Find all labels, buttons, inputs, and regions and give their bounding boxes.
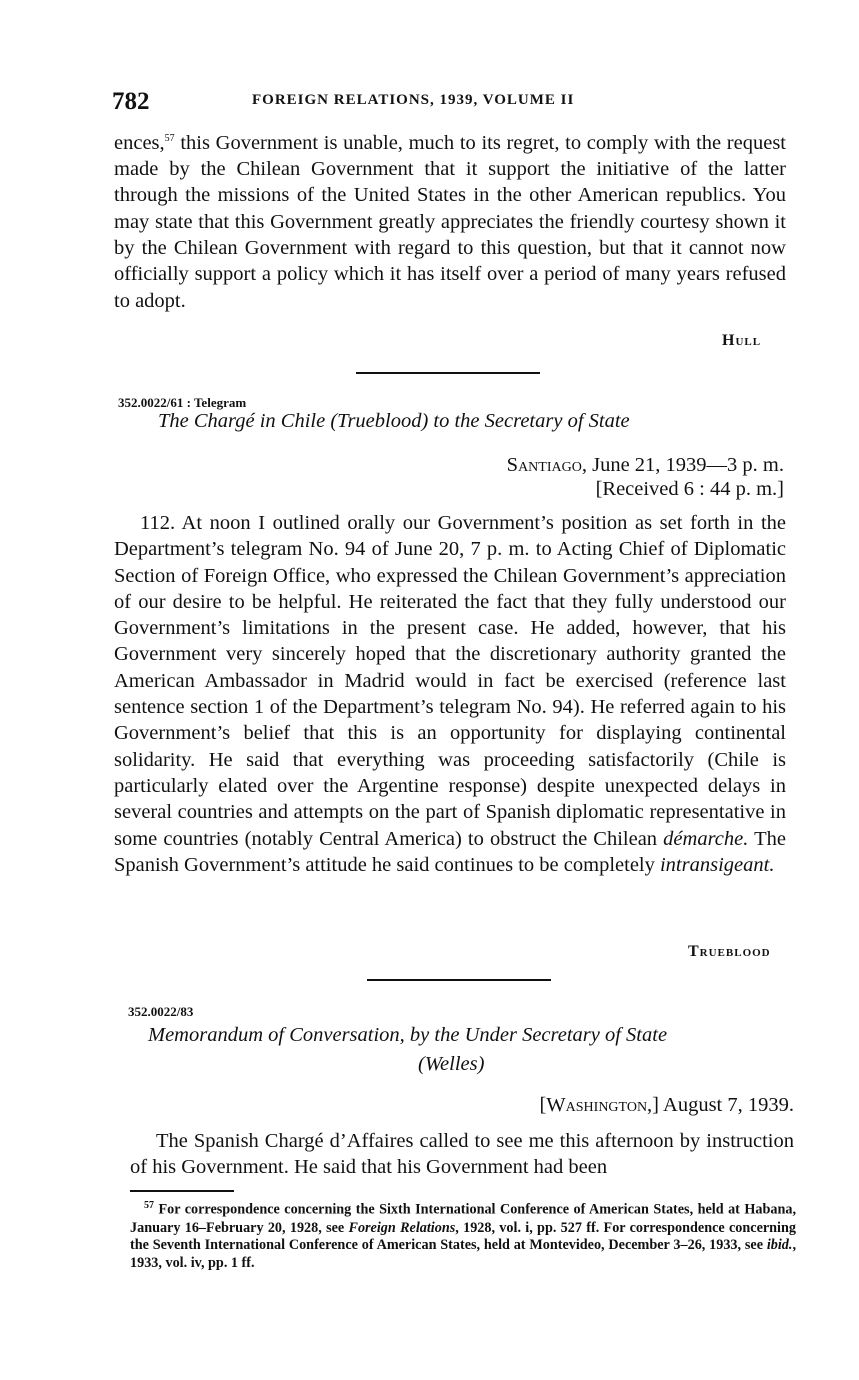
- memorandum-title-line1: Memorandum of Conversation, by the Under Secretary of State: [148, 1024, 668, 1046]
- signature-trueblood: Trueblood: [688, 943, 771, 960]
- signature-hull: Hull: [722, 332, 762, 349]
- telegram-title: The Chargé in Chile (Trueblood) to the Secretary of State: [158, 410, 630, 432]
- section-divider-2: [367, 979, 551, 981]
- memorandum-dateline: [300, 1094, 794, 1117]
- memorandum-place: [Washington,]: [539, 1094, 660, 1116]
- telegram-place: Santiago,: [506, 454, 587, 476]
- continuation-paragraph: ences,$^{57}$ this Government is unable, much to its regret, to comply with the request made by the Chilean Government that it support the initiative of the latter through the missions of the United States in the other American republics. You may state that this Government greatly appreciates the friendly courtesy shown it by the Chilean Government with regard to this question, but that it cannot now officially support a policy which it has itself over a period of many years refused to adopt.: [114, 131, 786, 312]
- footnote-reference: 57: [164, 133, 175, 144]
- memorandum-title-line2: (Welles): [418, 1053, 485, 1075]
- page-number: 782: [112, 88, 150, 115]
- memorandum-file-reference: 352.0022/83: [128, 1004, 194, 1019]
- section-divider: [356, 372, 540, 374]
- telegram-dateline: [300, 454, 784, 477]
- telegram-body: 112. At noon I outlined orally our Government’s position as set forth in the Department’s telegram No. 94 of June 20, 7 p. m. to Acting Chief of Diplomatic Section of Foreign Office, who expressed the Chilean Government’s appreciation of our desire to be helpful. He reiterated the fact that they fully understood our Government’s limitations in the present case. He added, however, that his Government very sincerely hoped that the discretionary authority granted the American Ambassador in Madrid would in fact be exercised (reference last sentence section 1 of the Department’s telegram No. 94). He referred again to his Government’s belief that this is an opportunity for displaying continental solidarity. He said that everything was proceeding satisfactorily (Chile is particularly elated over the Argentine response) despite unexpected delays in several countries and attempts on the part of Spanish diplomatic representative in some countries (notably Central America) to obstruct the Chilean démarche. The Spanish Government’s attitude he said continues to be completely intransigeant.: [114, 512, 786, 876]
- telegram-file-reference: 352.0022/61 : Telegram: [118, 395, 247, 410]
- page-header: [112, 88, 792, 118]
- telegram-date: June 21, 1939—3 p. m.: [586, 454, 784, 476]
- memorandum-body: The Spanish Chargé d’Affaires called to see me this afternoon by instruction of his Government. He said that his Government had been: [130, 1130, 794, 1179]
- running-title: FOREIGN RELATIONS, 1939, VOLUME II: [252, 92, 575, 108]
- memorandum-date: August 7, 1939.: [659, 1094, 794, 1116]
- telegram-received: [Received 6 : 44 p. m.]: [595, 478, 784, 500]
- footnote-marker: 57: [144, 1200, 154, 1211]
- footnote-57: $^{57}$ For correspondence concerning the Sixth International Conference of American States, held at Habana, January 16–February 20, 1928, see Foreign Relations, 1928, vol. i, pp. 527 ff. For correspondence concerning the Seventh International Conference of American States, held at Montevideo, December 3–26, 1933, see ibid., 1933, vol. iv, pp. 1 ff.: [130, 1200, 796, 1272]
- footnote-divider: [130, 1190, 234, 1192]
